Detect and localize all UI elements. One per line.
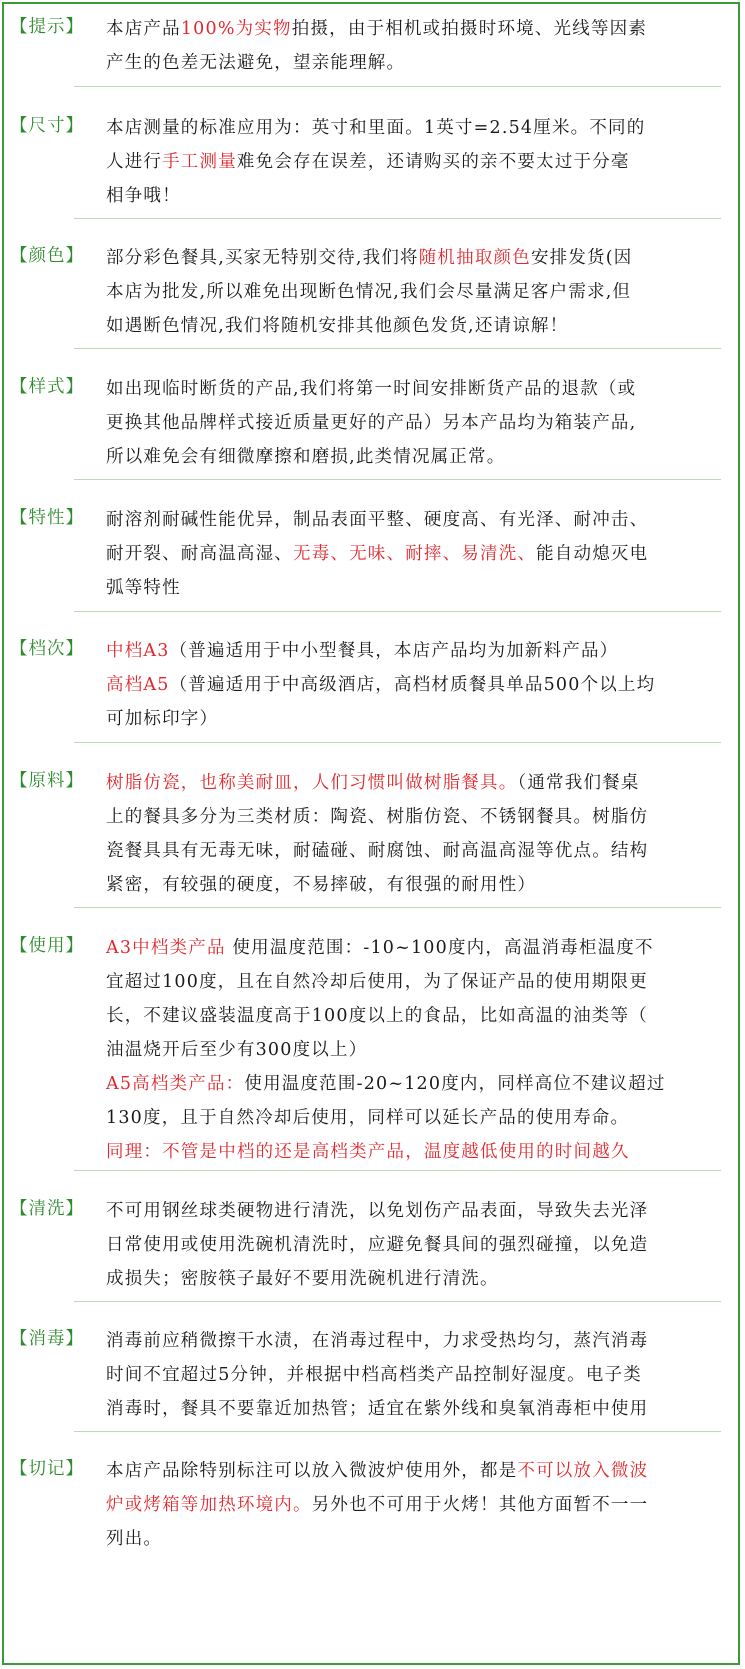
section-divider xyxy=(74,86,721,87)
body-text: 耐溶剂耐碱性能优异，制品表面平整、硬度高、有光泽、耐冲击、 xyxy=(106,510,649,530)
body-text: 人进行 xyxy=(106,152,163,172)
section-text xyxy=(106,111,736,213)
body-text: 更换其他品牌样式接近质量更好的产品）另本产品均为箱装产品, xyxy=(106,413,637,433)
text-line xyxy=(106,241,736,275)
text-line xyxy=(106,834,736,868)
body-text: 另外也不可用于火烤！其他方面暂不一一 xyxy=(311,1495,649,1515)
text-line xyxy=(106,1358,736,1392)
body-text: 本店产品除特别标注可以放入微波炉使用外，都是 xyxy=(106,1461,518,1481)
body-text: 耐开裂、耐高温高湿、 xyxy=(106,544,293,564)
text-line xyxy=(106,965,736,999)
text-line xyxy=(106,1488,736,1522)
section-divider xyxy=(74,742,721,743)
section-divider xyxy=(74,1431,721,1432)
text-line xyxy=(106,12,736,46)
section-tag: 【档次】 xyxy=(10,639,84,659)
text-line xyxy=(106,145,736,179)
section-divider xyxy=(74,348,721,349)
body-text: 如遇断色情况,我们将随机安排其他颜色发货,还请谅解！ xyxy=(106,316,569,336)
highlight-text: 随机抽取颜色 xyxy=(418,248,531,268)
body-text: 列出。 xyxy=(106,1529,163,1549)
text-line xyxy=(106,1262,736,1296)
body-text: 本店测量的标准应用为：英寸和里面。1英寸=2.54厘米。不同的 xyxy=(106,118,646,138)
section-divider xyxy=(74,1301,721,1302)
text-line xyxy=(106,999,736,1033)
highlight-text: A3中档类产品 xyxy=(106,938,226,958)
highlight-text: 手工测量 xyxy=(162,152,237,172)
body-text: 本店产品 xyxy=(106,19,181,39)
text-line xyxy=(106,275,736,309)
text-line xyxy=(106,309,736,343)
body-text: 拍摄，由于相机或拍摄时环境、光线等因素 xyxy=(291,19,648,39)
body-text: 使用温度范围：-10~100度内，高温消毒柜温度不 xyxy=(225,938,654,958)
body-text: 难免会存在误差，还请购买的亲不要太过于分毫 xyxy=(236,152,630,172)
body-text: 消毒前应稍微擦干水渍，在消毒过程中，力求受热均匀，蒸汽消毒 xyxy=(106,1331,649,1351)
text-line xyxy=(106,537,736,571)
body-text: 产生的色差无法避免，望亲能理解。 xyxy=(106,53,406,73)
text-line xyxy=(106,702,736,736)
text-line xyxy=(106,1522,736,1556)
section-tag: 【清洗】 xyxy=(10,1199,84,1219)
body-text: 宜超过100度，且在自然冷却后使用，为了保证产品的使用期限更 xyxy=(106,972,648,992)
body-text: 如出现临时断货的产品,我们将第一时间安排断货产品的退款（或 xyxy=(106,379,637,399)
text-line xyxy=(106,868,736,902)
body-text: 所以难免会有细微摩擦和磨损,此类情况属正常。 xyxy=(106,447,506,467)
text-line xyxy=(106,931,736,965)
highlight-text: 无毒、无味、耐摔、易清洗、 xyxy=(293,544,537,564)
body-text: 消毒时，餐具不要靠近加热管；适宜在紫外线和臭氧消毒柜中使用 xyxy=(106,1399,649,1419)
section-tag: 【样式】 xyxy=(10,377,84,397)
highlight-text: 炉或烤箱等加热环境内。 xyxy=(106,1495,312,1515)
body-text: 油温烧开后至少有300度以上） xyxy=(106,1040,368,1060)
section-text xyxy=(106,1324,736,1426)
text-line xyxy=(106,503,736,537)
notice-panel xyxy=(2,2,740,1665)
section-divider xyxy=(74,611,721,612)
section-tag: 【使用】 xyxy=(10,936,84,956)
section-tag: 【消毒】 xyxy=(10,1329,84,1349)
section-divider xyxy=(74,218,721,219)
body-text: 130度，且于自然冷却后使用，同样可以延长产品的使用寿命。 xyxy=(106,1108,630,1128)
highlight-text: A5高档类产品： xyxy=(106,1074,245,1094)
text-line xyxy=(106,1101,736,1135)
section-divider xyxy=(74,1170,721,1171)
text-line xyxy=(106,1228,736,1262)
body-text: 日常使用或使用洗碗机清洗时，应避免餐具间的强烈碰撞，以免造 xyxy=(106,1235,649,1255)
section-text xyxy=(106,12,736,80)
body-text: 上的餐具多分为三类材质：陶瓷、树脂仿瓷、不锈钢餐具。树脂仿 xyxy=(106,807,649,827)
text-line xyxy=(106,571,736,605)
section-tag: 【提示】 xyxy=(10,17,84,37)
section-text xyxy=(106,241,736,343)
text-line xyxy=(106,179,736,213)
body-text: 瓷餐具具有无毒无味，耐磕碰、耐腐蚀、耐高温高湿等优点。结构 xyxy=(106,841,649,861)
section-text xyxy=(106,931,736,1169)
body-text: （通常我们餐桌 xyxy=(517,773,640,793)
highlight-text: 不可以放入微波 xyxy=(517,1461,649,1481)
text-line xyxy=(106,46,736,80)
highlight-text: 中档A3 xyxy=(106,641,170,661)
body-text: （普遍适用于中高级酒店，高档材质餐具单品500个以上均 xyxy=(169,675,656,695)
text-line xyxy=(106,1033,736,1067)
body-text: 安排发货(因 xyxy=(530,248,633,268)
highlight-text: 同理：不管是中档的还是高档类产品，温度越低使用的时间越久 xyxy=(106,1142,630,1162)
body-text: 时间不宜超过5分钟，并根据中档高档类产品控制好湿度。电子类 xyxy=(106,1365,642,1385)
text-line xyxy=(106,1324,736,1358)
text-line xyxy=(106,1067,736,1101)
text-line xyxy=(106,1194,736,1228)
section-text xyxy=(106,1194,736,1296)
body-text: 本店为批发,所以难免出现断色情况,我们会尽量满足客户需求,但 xyxy=(106,282,632,302)
text-line xyxy=(106,668,736,702)
body-text: 能自动熄灭电 xyxy=(536,544,649,564)
section-text xyxy=(106,766,736,902)
section-text xyxy=(106,634,736,736)
section-tag: 【尺寸】 xyxy=(10,116,84,136)
body-text: 成损失；密胺筷子最好不要用洗碗机进行清洗。 xyxy=(106,1269,499,1289)
section-divider xyxy=(74,907,721,908)
text-line xyxy=(106,800,736,834)
body-text: 可加标印字） xyxy=(106,709,219,729)
text-line xyxy=(106,1392,736,1426)
body-text: 使用温度范围-20~120度内，同样高位不建议超过 xyxy=(244,1074,666,1094)
highlight-text: 100%为实物 xyxy=(180,19,292,39)
highlight-text: 树脂仿瓷，也称美耐皿，人们习惯叫做树脂餐具。 xyxy=(106,773,518,793)
body-text: 紧密，有较强的硬度，不易摔破，有很强的耐用性） xyxy=(106,875,537,895)
body-text: 长，不建议盛装温度高于100度以上的食品，比如高温的油类等（ xyxy=(106,1006,648,1026)
text-line xyxy=(106,634,736,668)
text-line xyxy=(106,440,736,474)
section-tag: 【特性】 xyxy=(10,508,84,528)
body-text: 相争哦！ xyxy=(106,186,181,206)
body-text: 部分彩色餐具,买家无特别交待,我们将 xyxy=(106,248,419,268)
section-tag: 【原料】 xyxy=(10,771,84,791)
section-tag: 【切记】 xyxy=(10,1459,84,1479)
section-text xyxy=(106,503,736,605)
text-line xyxy=(106,372,736,406)
section-tag: 【颜色】 xyxy=(10,246,84,266)
section-divider xyxy=(74,479,721,480)
text-line xyxy=(106,1135,736,1169)
text-line xyxy=(106,766,736,800)
text-line xyxy=(106,1454,736,1488)
body-text: 弧等特性 xyxy=(106,578,181,598)
section-text xyxy=(106,1454,736,1556)
text-line xyxy=(106,111,736,145)
highlight-text: 高档A5 xyxy=(106,675,170,695)
body-text: 不可用钢丝球类硬物进行清洗，以免划伤产品表面，导致失去光泽 xyxy=(106,1201,649,1221)
section-text xyxy=(106,372,736,474)
text-line xyxy=(106,406,736,440)
body-text: （普遍适用于中小型餐具，本店产品均为加新料产品） xyxy=(169,641,619,661)
